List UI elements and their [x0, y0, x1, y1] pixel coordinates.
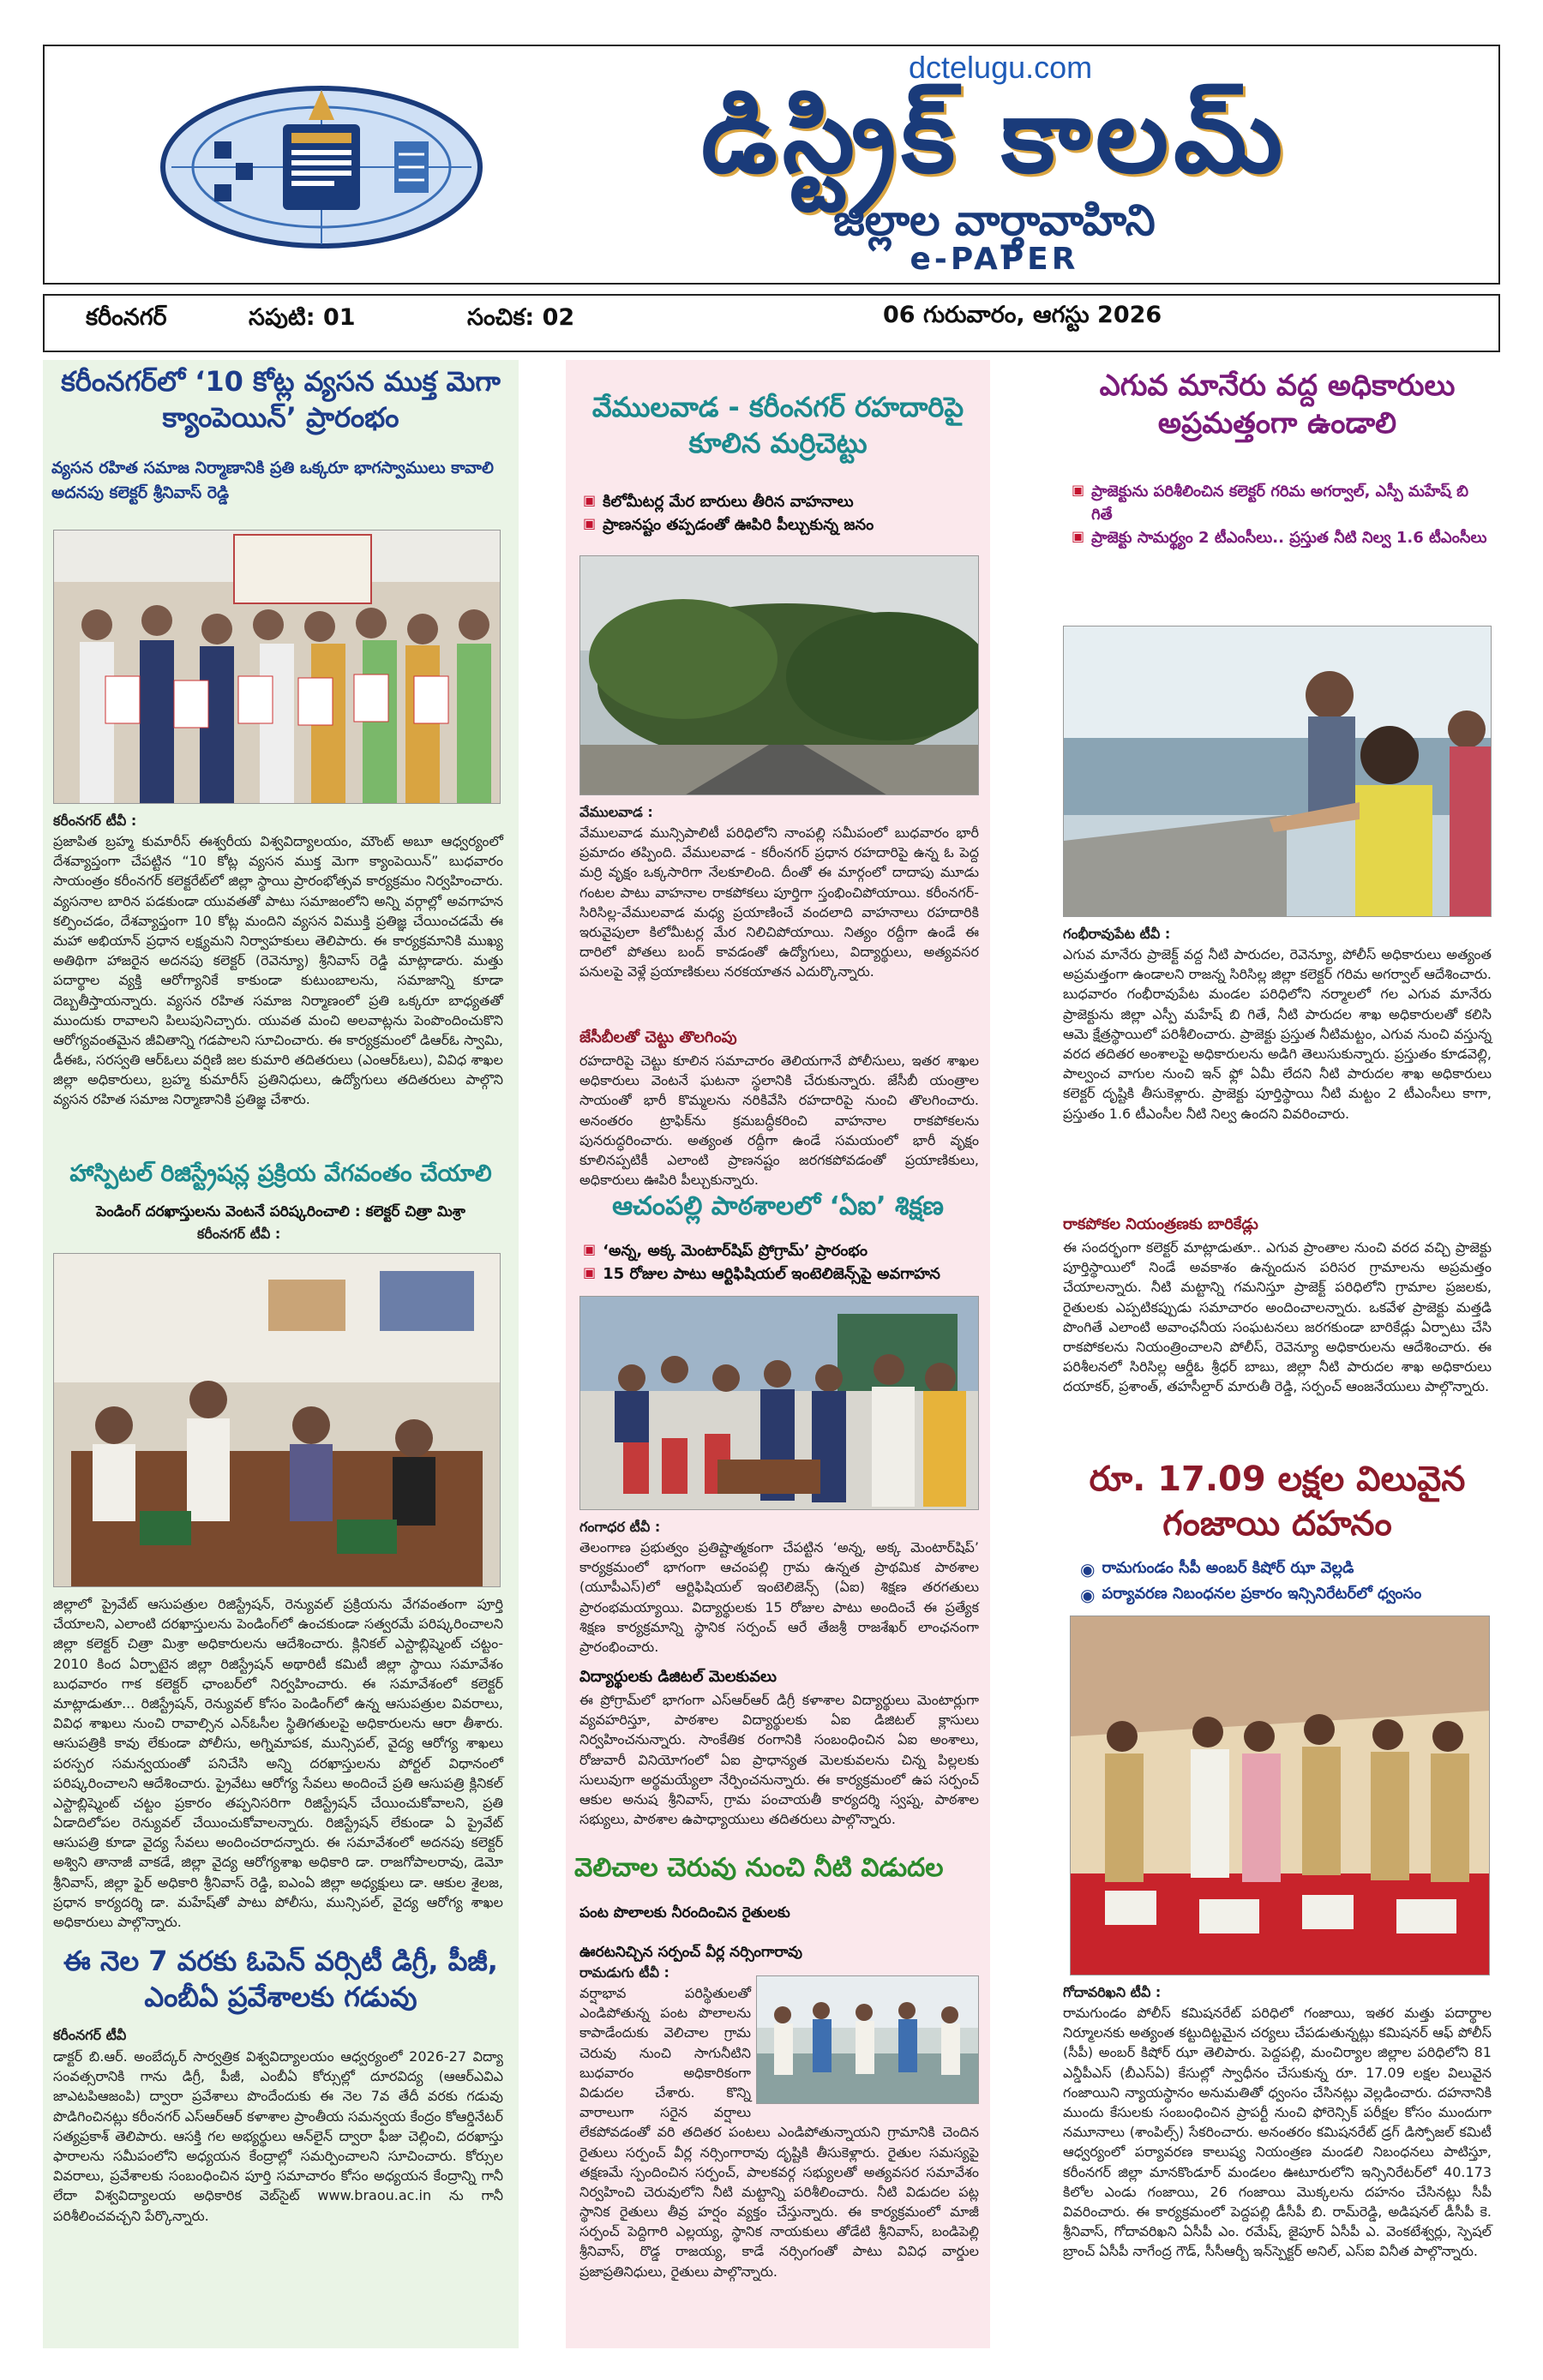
body-digital-skills: ఈ ప్రోగ్రామ్‌లో భాగంగా ఎస్ఆర్ఆర్ డిగ్రీ కళాశాల విద్యార్థులు మెంటార్లుగా వ్యవహరిస్తూ, పాఠశాల విద్యార్థులకు ఏఐ డిజిటల్ క్లాసులు నిర్వహించనున్నారు. సాంకేతిక రంగానికి సంబంధించిన ఏఐ అంశాలు, రోజువారీ వినియోగంలో ఏఐ ప్రాధాన్యత మెలకువలను చిన్న పిల్లలకు సులువుగా అర్థమయ్యేలా నేర్పించనున్నారు. ఈ కార్యక్రమంలో ఉప సర్పంచ్ ఆకుల అనుష శ్రీనివాస్, గ్రామ పంచాయతీ కార్యదర్శి స్వప్న, పాఠశాల సభ్యులు, పాఠశాల ఉపాధ్యాయులు తదితరులు పాల్గొన్నారు. [579, 1692, 979, 1828]
ai-training-photo [579, 1296, 979, 1510]
bullets-manair-dam [1072, 480, 1492, 549]
body-tree-removal: రహదారిపై చెట్టు కూలిన సమాచారం తెలియగానే పోలీసులు, ఇతర శాఖల అధికారులు వెంటనే ఘటనా స్థలానికి చేరుకున్నారు. జేసీబీ యంత్రాల సాయంతో భారీ కొమ్మలను నరికివేసి రహదారిపై నుంచి తొలగించారు. అనంతరం ట్రాఫిక్‌ను క్రమబద్ధీకరించి వాహనాల రాకపోకలను పునరుద్ధరించారు. అత్యంత రద్దీగా ఉండే సమయంలో భారీ వృక్షం కూలినప్పటికీ ఎలాంటి ప్రాణనష్టం జరగకపోవడంతో ప్రయాణికులు, అధికారులు ఊపిరి పీల్చుకున్నారు. [579, 1052, 979, 1189]
photo-float-spacer [751, 1983, 979, 2112]
headline-hospital: హాస్పిటల్ రిజిస్ట్రేషన్ల ప్రక్రియ వేగవంతం చేయాలి [69, 1160, 492, 1187]
dateline-manair-dam: గంభీరావుపేట టీవీ : [1063, 926, 1171, 942]
bullet-item: ▣ ‘అన్న, అక్క మెంటార్‌షిప్ ప్రోగ్రామ్’ ప్రారంభం [583, 1239, 986, 1262]
logo-icon [154, 81, 489, 253]
dateline-ganja-burn: గోదావరిఖని టీవీ : [1063, 1984, 1162, 2000]
subtitle-campaign: వ్యసన రహిత సమాజ నిర్మాణానికి ప్రతి ఒక్కరూ భాగస్వాములు కావాలి అదనపు కలెక్టర్ శ్రీనివాస్ రెడ్డి [51, 459, 494, 502]
body-ganja-burn: రామగుండం పోలీస్ కమిషనరేట్ పరిధిలో గంజాయి, ఇతర మత్తు పదార్థాల నిర్మూలనకు అత్యంత కట్టుదిట్టమైన చర్యలు చేపడుతున్నట్లు కమిషనర్ ఆఫ్ పోలీస్ (సీపీ) అంబర్ కిషోర్ ఝా తెలిపారు. పెద్దపల్లి, మంచిర్యాల జిల్లాల పరిధిలోని 81 ఎన్డీపీఎస్ (బీఎస్‌ఏ) కేసుల్లో స్వాధీనం చేసుకున్న రూ. 17.09 లక్షల విలువైన గంజాయిని న్యాయస్థానం అనుమతితో ధ్వంసం చేసినట్లు వెల్లడించారు. దహనానికి ముందు కేసులకు సంబంధించిన ప్రాపర్టీ నుంచి ఫోరెన్సిక్ పరీక్షల కోసం ముందుగా నమూనాలు (శాంపిల్స్) సేకరించారు. అనంతరం కమిషనరేట్ డ్రగ్ డిస్పోజల్ కమిటీ ఆధ్వర్యంలో పర్యావరణ కాలుష్య నియంత్రణ మండలి నిబంధనలు పాటిస్తూ, కరీంనగర్ జిల్లా మానకొండూర్ మండలం ఊటూరులోని ఇన్సినిరేటర్‌లో 40.173 కిలోల ఎండు గంజాయి, 26 గంజాయి మొక్కలను దహనం చేసినట్లు సీపీ వివరించారు. ఈ కార్యక్రమంలో పెద్దపల్లి డీసీపీ బి. రామ్‌రెడ్డి, అడిషనల్ డీసీపీ కె. శ్రీనివాస్, గోదావరిఖని ఏసీపీ ఎం. రమేష్, జైపూర్ ఏసీపీ ఎ. వెంకటేశ్వర్లు, స్పెషల్ బ్రాంచ్ ఏసీపీ నాగేంద్ర గౌడ్, సీసీఆర్బీ ఇన్‌స్పెక్టర్ అనిల్, ఎస్ఐ వినీత పాల్గొన్నారు. [1063, 2005, 1492, 2260]
edition-label: e-PAPER [910, 242, 1079, 277]
bullet-square-icon: ▣ [583, 515, 597, 531]
body-hospital: జిల్లాలో ప్రైవేట్ ఆసుపత్రుల రిజిస్ట్రేషన్, రెన్యువల్ ప్రక్రియను వేగవంతంగా పూర్తి చేయాలని, ఎలాంటి దరఖాస్తులను పెండింగ్‌లో ఉంచకుండా సత్వరమే పరిష్కరించాలని జిల్లా కలెక్టర్ చిత్రా మిశ్రా అధికారులను ఆదేశించారు. క్లినికల్ ఎస్టాబ్లిష్మెంట్ చట్టం- 2010 కింద ఏర్పాటైన జిల్లా రిజిస్ట్రేషన్ అథారిటీ కమిటీ జిల్లా స్థాయి సమావేశం బుధవారం గాక కలెక్టర్ ఛాంబర్‌లో నిర్వహించారు. ఈ సమావేశంలో కలెక్టర్ మాట్లాడుతూ... రిజిస్ట్రేషన్, రెన్యువల్ కోసం పెండింగ్‌లో ఉన్న ఆసుపత్రుల వివరాలు, వివిధ శాఖలు నుంచి రావాల్సిన ఎన్ఓసీల స్థితిగతులపై అధికారులను ఆరా తీశారు. ఆసుపత్రికి కావు లేకుండా పోలీసు, అగ్నిమాపక, మున్సిపల్, వైద్య ఆరోగ్య శాఖలు పరస్పర సమన్వయంతో పనిచేసి అన్ని దరఖాస్తులను పోర్టల్ విధానంలో పరిష్కరించాలని ఆదేశించారు. ప్రైవేటు ఆరోగ్య సేవలు అందించే ప్రతి ఆసుపత్రి క్లినికల్ ఎస్టాబ్లిష్మెంట్ చట్టం ప్రకారం తప్పనిసరిగా రిజిస్ట్రేషన్ చేయించుకోవాలని, ప్రతి ఏడాదిలోపల రెన్యువల్ చేయించుకోవాలన్నారు. రిజిస్ట్రేషన్ లేకుండా ఏ ప్రైవేట్ ఆసుపత్రి కూడా వైద్య సేవలు అందించరాదన్నారు. ఈ సమావేశంలో అదనపు కలెక్టర్ అశ్విని తానాజీ వాకడే, జిల్లా వైద్య ఆరోగ్యశాఖ అధికారి డా. రాజగోపాలరావు, డెమో శ్రీనివాస్, జిల్లా ఫైర్ అధికారి శ్రీనివాస్ రెడ్డి, ఐఎంఏ జిల్లా అధ్యక్షులు డా. ఆకుల శైలజ, ప్రధాన కార్యదర్శి డా. మహేష్‌తో పాటు పోలీసు, మున్సిపల్, వైద్య ఆరోగ్య శాఖల అధికారులు పాల్గొన్నారు. [53, 1596, 503, 1930]
bullet-item: ▣ ప్రాజెక్టును పరిశీలించిన కలెక్టర్ గరిమ అగర్వాల్, ఎస్పీ మహేష్ బి గితే [1072, 480, 1492, 526]
bullet-square-icon: ▣ [583, 492, 597, 508]
dateline-open-university: కరీంనగర్ టీవీ [53, 2027, 127, 2043]
headline-ai-training: ఆచంపల్లి పాఠశాలలో ‘ఏఐ’ శిక్షణ [612, 1191, 944, 1221]
headline-open-university: ఈ నెల 7 వరకు ఓపెన్ వర్సిటీ డిగ్రీ, పీజీ, ఎంబీఏ ప్రవేశాలకు గడువు [63, 1945, 498, 2013]
body-tree-fall: వేములవాడ మున్సిపాలిటీ పరిధిలోని నాంపల్లి సమీపంలో బుధవారం భారీ ప్రమాదం తప్పింది. వేములవాడ - కరీంనగర్ ప్రధాన రహదారిపై ఉన్న ఓ పెద్ద మర్రి వృక్షం ఒక్కసారిగా నేలకూలింది. దీంతో ఈ మార్గంలో దాదాపు మూడు గంటల పాటు వాహనాల రాకపోకలు పూర్తిగా స్తంభించిపోయాయి. కరీంనగర్-సిరిసిల్ల-వేములవాడ మధ్య ప్రయాణించే వందలాది వాహనాలు రహదారికి ఇరువైపులా కిలోమీటర్ల మేర నిలిచిపోయాయి. నిత్యం రద్దీగా ఉండే ఈ దారిలో పోతలు బంద్ కావడంతో ఉద్యోగులు, విద్యార్థులు, అత్యవసర పనులపై వెళ్లే ప్రయాణికులు నరకయాతన ఎదుర్కొన్నారు. [579, 824, 979, 980]
dateline-hospital: కరీంనగర్ టీవీ : [197, 1226, 281, 1242]
body-water-release: వర్షాభావ పరిస్థితులతో ఎండిపోతున్న పంట పొలాలను కాపాడేందుకు వెలిచాల గ్రామ చెరువు నుంచి సాగునీటిని బుధవారం అధికారికంగా విడుదల చేశారు. కొన్ని వారాలుగా సరైన వర్షాలు లేకపోవడంతో వరి తదితర పంటలు ఎండిపోతున్నాయని గ్రామానికి చెందిన రైతులు సర్పంచ్ వీర్ల నర్సింగారావు దృష్టికి తీసుకెళ్లారు. రైతుల సమస్యపై తక్షణమే స్పందించిన సర్పంచ్, పాలకవర్గ సభ్యులతో అత్యవసర సమావేశం నిర్వహించి చెరువులోని నీటి మట్టాన్ని పరిశీలించారు. నీటి విడుదల పట్ల స్థానిక రైతులు తీవ్ర హర్షం వ్యక్తం చేస్తున్నారు. ఈ కార్యక్రమంలో మాజీ సర్పంచ్ పెద్దిగారి ఎల్లయ్య, స్థానిక నాయకులు తోడేటి శ్రీనివాస్, బండిపెల్లి శ్రీనివాస్, రొడ్డ రాజయ్య, కాడే నర్సింగంతో పాటు వివిధ వార్డుల ప్రజాప్రతినిధులు, రైతులు పాల్గొన్నారు. [579, 1985, 979, 2280]
masthead-subtitle: జిల్లాల వార్తావాహిని [833, 195, 1156, 245]
body-ai-training: తెలంగాణ ప్రభుత్వం ప్రతిష్టాత్మకంగా చేపట్టిన ‘అన్న, అక్క మెంటార్‌షిప్’ కార్యక్రమంలో భాగంగా ఆచంపల్లి గ్రామ ఉన్నత ప్రాథమిక పాఠశాల (యూపీఎస్)లో ఆర్టిఫిషియల్ ఇంటెలిజెన్స్ (ఏఐ) శిక్షణ తరగతులు ప్రారంభమయ్యాయి. విద్యార్థులకు 15 రోజుల పాటు అందించే ఈ ప్రత్యేక శిక్షణ కార్యక్రమాన్ని స్థానిక సర్పంచ్ ఆరే తేజశ్రీ రాజశేఖర్ లాంఛనంగా ప్రారంభించారు. [579, 1539, 979, 1655]
subtitle-hospital: పెండింగ్ దరఖాస్తులను వెంటనే పరిష్కరించాలి : కలెక్టర్ చిత్రా మిశ్రా [96, 1203, 465, 1220]
bullets-ai-training [583, 1239, 986, 1286]
city-label: కరీంనగర్ [86, 304, 167, 331]
site-url[interactable]: dctelugu.com [909, 50, 1093, 85]
bullet-square-icon: ▣ [1072, 482, 1085, 498]
bullet-item: ▣ ప్రాజెక్టు సామర్థ్యం 2 టీఎంసీలు.. ప్రస్తుత నీటి నిల్వ 1.6 టీఎంసీలు [1072, 526, 1492, 549]
bullet-item: ◉ రామగుండం సీపీ అంబర్ కిషోర్ ఝా వెల్లడి [1080, 1556, 1492, 1582]
volume-label: సపుటి: 01 [249, 304, 356, 331]
bullet-item: ▣ కిలోమీటర్ల మేర బారులు తీరిన వాహనాలు [583, 490, 986, 513]
section-digital-skills: విద్యార్థులకు డిజిటల్ మెలకువలు [579, 1668, 777, 1686]
bullet-circle-icon: ◉ [1080, 1585, 1096, 1605]
dateline-water-release: రామడుగు టీవీ : [579, 1964, 669, 1981]
masthead-title: డిస్ట్రిక్ కాలమ్ [700, 77, 1288, 196]
headline-ganja-burn: రూ. 17.09 లక్షల విలువైన గంజాయి దహనం [1089, 1460, 1466, 1544]
ganja-burn-photo [1070, 1616, 1490, 1975]
bullet-item: ◉ పర్యావరణ నిబంధనల ప్రకారం ఇన్సినిరేటర్‌లో ధ్వంసం [1080, 1582, 1492, 1608]
body-barricades: ఈ సందర్భంగా కలెక్టర్ మాట్లాడుతూ.. ఎగువ ప్రాంతాల నుంచి వరద వచ్చి ప్రాజెక్టు పూర్తిస్థాయిలో నిండే అవకాశం ఉన్నందున పరిసర గ్రామాలను అప్రమత్తం చేయాలన్నారు. నీటి మట్టాన్ని గమనిస్తూ ప్రాజెక్ట్ పరిధిలోని గ్రామాల ప్రజలకు, రైతులకు ఎప్పటికప్పుడు సమాచారం అందించాలన్నారు. ఒకవేళ ప్రాజెక్టు మత్తడి పొంగితే ఎలాంటి అవాంఛనీయ సంఘటనలు జరగకుండా బారికేడ్లు ఏర్పాటు చేసి రాకపోకలను నియంత్రించాలని పోలీస్, రెవెన్యూ అధికారులను ఆదేశించారు. ఈ పరిశీలనలో సిరిసిల్ల ఆర్డీఓ శ్రీధర్ బాబు, జిల్లా నీటి పారుదల శాఖ అధికారులు దయాకర్, ప్రశాంత్, తహసీల్దార్ మారుతీ రెడ్డి, సర్పంచ్ ఆంజనేయులు పాల్గొన్నారు. [1063, 1239, 1492, 1395]
fallen-tree-photo [579, 555, 979, 795]
subtitle-water-release-2: ఊరటనిచ్చిన సర్పంచ్ వీర్ల నర్సింగారావు [579, 1944, 802, 1961]
body-campaign: ప్రజాపిత బ్రహ్మ కుమారీస్ ఈశ్వరీయ విశ్వవిద్యాలయం, మౌంట్ అబూ ఆధ్వర్యంలో దేశవ్యాప్తంగా చేపట్టిన “10 కోట్ల వ్యసన ముక్త మెగా క్యాంపెయిన్” బుధవారం సాయంత్రం కరీంనగర్ కలెక్టరేట్‌లో జిల్లా స్థాయి ప్రారంభోత్సవ కార్యక్రమం నిర్వహించారు. వ్యసనాల బారిన పడకుండా యువతతో పాటు సమాజంలోని అన్ని వర్గాల్లో అవగాహన కల్పించడం, దేశవ్యాప్తంగా 10 కోట్ల మందిని వ్యసన విముక్తి ప్రతిజ్ఞ చేయించడమే ఈ మహా అభియాన్ ప్రధాన లక్ష్యమని నిర్వాహకులు తెలిపారు. ఈ కార్యక్రమానికి ముఖ్య అతిథిగా హాజరైన అదనపు కలెక్టర్ (రెవెన్యూ) శ్రీనివాస్ రెడ్డి మాట్లాడారు. మత్తు పదార్థాల వ్యక్తి ఆరోగ్యానికే కాకుండా కుటుంబాలను, సమాజాన్ని కూడా దెబ్బతీస్తాయన్నారు. వ్యసన రహిత సమాజ నిర్మాణంలో ప్రతి ఒక్కరూ బాధ్యతతో ముందుకు రావాలని పిలుపునిచ్చారు. యువత మంచి అలవాట్లను పెంపొందించుకొని ఆరోగ్యవంతమైన జీవితాన్ని గడపాలని సూచించారు. ఈ కార్యక్రమంలో డిఆర్ఓ స్వామి, డీఈఓ, సరస్వతి ఆర్‌ఓలు వర్షిణి జల కుమారి తదితరులు (ఎంఆర్ఓలు), వివిధ శాఖల జిల్లా అధికారులు, బ్రహ్మ కుమారీస్ ప్రతినిధులు, ఉద్యోగులు తదితరులు పాల్గొని వ్యసన రహిత సమాజ నిర్మాణానికి ప్రతిజ్ఞ చేశారు. [53, 833, 503, 1108]
headline-campaign: కరీంనగర్‌లో ‘10 కోట్ల వ్యసన ముక్త మెగా క్యాంపెయిన్’ ప్రారంభం [61, 365, 501, 434]
subtitle-water-release-1: పంట పొలాలకు నీరందించిన రైతులకు [579, 1904, 790, 1921]
body-open-university: డాక్టర్ బి.ఆర్. అంబేద్కర్ సార్వత్రిక విశ్వవిద్యాలయం ఆధ్వర్యంలో 2026-27 విద్యా సంవత్సరానికి గాను డిగ్రీ, పీజీ, ఎంబీఏ కోర్సుల్లో దూరవిద్య (ఆఆర్ఎవిఎ జాఎటపిఆజంపి) ద్వారా ప్రవేశాలు పొందేందుకు ఈ నెల 7వ తేదీ వరకు గడువు పొడిగించినట్లు కరీంనగర్ ఎస్ఆర్ఆర్ కళాశాల ప్రాంతీయ సమన్వయ కేంద్రం కోఆర్డినేటర్ సత్యప్రకాశ్ తెలిపారు. ఆసక్తి గల అభ్యర్థులు ఆన్‌లైన్ ద్వారా ఫీజు చెల్లించి, దరఖాస్తు ఫారాలను సమీపంలోని అధ్యయన కేంద్రాల్లో సమర్పించాలని సూచించారు. కోర్సుల వివరాలు, ప్రవేశాలకు సంబంధించిన పూర్తి సమాచారం కోసం అధ్యయన కేంద్రాన్ని గానీ లేదా విశ్వవిద్యాలయ అధికారిక వెబ్‌సైట్ www.braou.ac.in ను గానీ పరిశీలించవచ్చని పేర్కొన్నారు. [53, 2048, 503, 2224]
body-manair-dam: ఎగువ మానేరు ప్రాజెక్ట్ వద్ద నీటి పారుదల, రెవెన్యూ, పోలీస్ అధికారులు అత్యంత అప్రమత్తంగా ఉండాలని రాజన్న సిరిసిల్ల జిల్లా కలెక్టర్ గరిమ అగర్వాల్ ఆదేశించారు. బుధవారం గంభీరావుపేట మండల పరిధిలోని నర్మాలలో గల ఎగువ మానేరు ప్రాజెక్టును జిల్లా ఎస్పీ మహేష్ బి గితే, నీటి పారుదల శాఖ అధికారులతో కలిసి ఆమె క్షేత్రస్థాయిలో పరిశీలించారు. ప్రాజెక్టు ప్రస్తుత నీటిమట్టం, ఎగువ నుంచి వస్తున్న వరద తదితర అంశాలపై అధికారులను అడిగి తెలుసుకున్నారు. ప్రస్తుతం కూడవెల్లి, పాల్వంచ వాగుల నుంచి ఇన్ ఫ్లో ఏమీ లేదని నీటి పారుదల శాఖ అధికారులు కలెక్టర్ దృష్టికి తీసుకెళ్లారు. ప్రాజెక్టు పూర్తిస్థాయి నీటి మట్టం 2 టీఎంసీలు కాగా, ప్రస్తుతం 1.6 టీఎంసీల నీటి నిల్వ ఉందని వివరించారు. [1063, 946, 1492, 1122]
bullet-item: ▣ ప్రాణనష్టం తప్పడంతో ఊపిరి పీల్చుకున్న జనం [583, 513, 986, 537]
bullets-tree-fall [583, 490, 986, 537]
dateline-campaign: కరీంనగర్ టీవీ : [53, 812, 137, 829]
dateline-ai-training: గంగాధర టీవీ : [579, 1519, 661, 1535]
bullets-ganja-burn [1080, 1556, 1492, 1608]
bullet-item: ▣ 15 రోజుల పాటు ఆర్టిఫిషియల్ ఇంటెలిజెన్స్‌పై అవగాహన [583, 1262, 986, 1286]
hospital-meeting-photo [53, 1253, 501, 1587]
headline-tree-fall: వేములవాడ - కరీంనగర్ రహదారిపై కూలిన మర్రిచెట్టు [591, 391, 964, 459]
section-barricades: రాకపోకల నియంత్రణకు బారికేడ్లు [1063, 1215, 1258, 1233]
issue-label: సంచిక: 02 [467, 304, 575, 331]
bullet-square-icon: ▣ [583, 1241, 597, 1257]
section-tree-removal: జేసీబీలతో చెట్టు తొలగింపు [579, 1028, 737, 1046]
manair-dam-photo [1063, 626, 1492, 917]
dateline-tree-fall: వేములవాడ : [579, 804, 653, 820]
bullet-circle-icon: ◉ [1080, 1559, 1096, 1580]
bullet-square-icon: ▣ [1072, 528, 1085, 544]
bullet-square-icon: ▣ [583, 1264, 597, 1280]
headline-manair-dam: ఎగువ మానేరు వద్ద అధికారులు అప్రమత్తంగా ఉండాలి [1099, 369, 1456, 441]
campaign-photo [53, 530, 501, 804]
headline-water-release: వెలిచాల చెరువు నుంచి నీటి విడుదల [574, 1853, 944, 1883]
date-label: 06 గురువారం, ఆగస్టు 2026 [883, 302, 1162, 328]
